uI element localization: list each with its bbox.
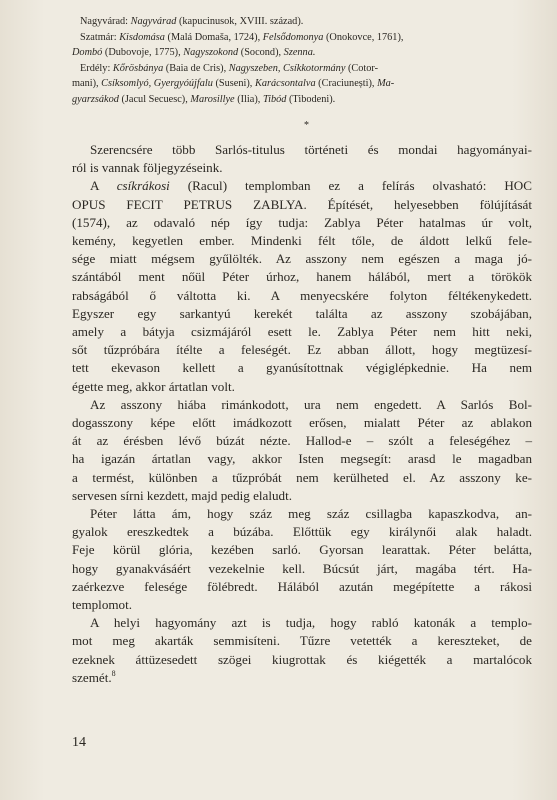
page-number: 14 bbox=[72, 735, 86, 750]
text-line bbox=[72, 214, 532, 232]
place-name: Szenna. bbox=[283, 47, 316, 59]
place-name: Nagyszeben, Csíkkotormány bbox=[228, 62, 346, 74]
place-text: (Malá Domaša, 1724), bbox=[164, 31, 263, 43]
text-line bbox=[72, 487, 532, 505]
text-run: Péter látta ám, hogy száz meg száz csillagba kapaszkodva, an- bbox=[90, 506, 532, 522]
place-list-line bbox=[72, 76, 532, 92]
region-label: Szatmár: bbox=[80, 31, 117, 43]
place-text: (Cotor- bbox=[345, 62, 379, 74]
text-run: ról is vannak följegyzéseink. bbox=[72, 160, 223, 176]
text-line bbox=[72, 196, 532, 214]
place-text: (Socond), bbox=[238, 47, 284, 59]
region-label: Erdély: bbox=[80, 62, 111, 74]
text-line bbox=[72, 432, 532, 450]
place-text: (Craciunești), bbox=[315, 78, 378, 90]
place-name: Kisdomása bbox=[119, 31, 165, 43]
place-list-line bbox=[72, 45, 532, 61]
place-name: Nagyvárad bbox=[130, 16, 177, 27]
place-text: mani), bbox=[72, 78, 102, 90]
text-run: sége miatt mégsem gyűlölték. Az asszony nem egészen a maga jó- bbox=[72, 251, 532, 267]
region-label: Nagyvárad: bbox=[80, 16, 129, 27]
text-line bbox=[72, 523, 532, 541]
text-line bbox=[72, 596, 532, 614]
text-line bbox=[72, 177, 532, 195]
text-line bbox=[72, 578, 532, 596]
place-text: (Dubovoje, 1775), bbox=[102, 47, 184, 59]
text-line bbox=[72, 323, 532, 341]
text-run: szemét. bbox=[72, 669, 112, 685]
text-run: szántából ment nőül Péter úrhoz, hanem hálából, mert a törökök bbox=[72, 269, 532, 285]
text-run: OPUS FECIT PETRUS ZABLYA. Építését, helyesebben fölújítását bbox=[72, 196, 532, 212]
text-line bbox=[72, 651, 532, 669]
place-text: (Jacul Secuesc), bbox=[118, 93, 191, 105]
text-run: ha igazán ártatlan vagy, akkor Isten megsegít: arasd le magadban bbox=[72, 451, 532, 467]
text-run: Szerencsére több Sarlós-titulus történeti és mondai hagyományai- bbox=[90, 142, 532, 157]
text-line bbox=[72, 505, 532, 523]
place-name: Karácsontalva bbox=[254, 78, 316, 90]
paragraph bbox=[72, 141, 532, 177]
place-name: Ma- bbox=[377, 78, 395, 90]
text-line bbox=[72, 141, 532, 159]
place-text: (Ilia), bbox=[234, 93, 263, 105]
place-list-line bbox=[72, 30, 532, 46]
place-list-line bbox=[72, 14, 532, 30]
text-run: hogy gyanakvásáért vezekelnie kell. Búcsút járt, magába tért. Ha- bbox=[72, 560, 532, 576]
text-run: (1574), az odavaló nép így tudja: Zablya Péter hatalmas úr volt, bbox=[72, 214, 532, 230]
place-name: Dombó bbox=[72, 47, 103, 59]
place-name: csíkrákosi bbox=[116, 178, 170, 194]
text-run: sőt tűzpróbára ítélte a feleségét. Ez abban állott, hogy megtüzesí- bbox=[72, 342, 532, 358]
text-line bbox=[72, 632, 532, 650]
paragraph bbox=[72, 396, 532, 505]
paragraph bbox=[72, 614, 532, 687]
text-run: kemény, kegyetlen ember. Mindenki félt tőle, de áldott lelkű fele- bbox=[72, 233, 532, 249]
text-line bbox=[72, 159, 532, 177]
text-line bbox=[72, 232, 532, 250]
text-run: A helyi hagyomány azt is tudja, hogy rabló katonák a templo- bbox=[90, 615, 532, 631]
place-name: Tibód bbox=[262, 93, 287, 105]
text-run: Egyszer egy sarkantyú kerekét találta az asszony szobájában, bbox=[72, 305, 532, 321]
text-line bbox=[72, 560, 532, 578]
text-run: ezeknek áttüzesedett szögei kiugrottak és kiégették a martalócok bbox=[72, 651, 532, 667]
text-line bbox=[72, 396, 532, 414]
text-run: tett ekevason kellett a gyanúsítottnak végiglépkednie. Ha nem bbox=[72, 360, 532, 376]
place-name: Nagyszokond bbox=[183, 47, 239, 59]
text-run: dogasszony képe előtt imádkozott erősen, mialatt Péter az ablakon bbox=[72, 415, 532, 431]
place-list-line bbox=[72, 92, 532, 108]
place-text: (Baia de Cris), bbox=[163, 62, 229, 74]
place-text: (Onokovce, 1761), bbox=[323, 31, 404, 43]
place-name: Kőrösbánya bbox=[112, 62, 164, 74]
text-line bbox=[72, 669, 532, 687]
text-line bbox=[72, 414, 532, 432]
text-run: a termést, különben a tűzpróbát nem kerülheted el. Az asszony ke- bbox=[72, 469, 532, 485]
text-line bbox=[72, 450, 532, 468]
footnote-marker: 8 bbox=[111, 668, 116, 678]
text-line bbox=[72, 469, 532, 487]
place-name: Marosillye bbox=[190, 93, 235, 105]
text-run: zaérkezve felesége fölébredt. Hálából azután megépítette a rákosi bbox=[72, 578, 532, 594]
text-line bbox=[72, 614, 532, 632]
text-run: A bbox=[90, 178, 117, 194]
text-run: amely a bátyja csizmájáról esett le. Zablya Péter nem hitt neki, bbox=[72, 324, 532, 340]
text-line bbox=[72, 287, 532, 305]
text-line bbox=[72, 541, 532, 559]
text-line bbox=[72, 378, 532, 396]
text-run: át az érésben lévő búzát nézte. Hallod-e – szólt a feleségéhez – bbox=[72, 433, 532, 449]
place-text: (Tibodeni). bbox=[286, 93, 336, 105]
place-list bbox=[72, 14, 532, 108]
text-line bbox=[72, 305, 532, 323]
place-list-line bbox=[72, 61, 532, 77]
text-line bbox=[72, 359, 532, 377]
text-run: templomot. bbox=[72, 597, 133, 613]
text-run: (Racul) templomban ez a felírás olvasható: HOC bbox=[169, 178, 532, 194]
paragraph bbox=[72, 505, 532, 614]
text-run: gyalok ereszkedtek a búzába. Előttük egy királynői alak haladt. bbox=[72, 524, 532, 540]
text-line bbox=[72, 268, 532, 286]
main-text bbox=[72, 141, 532, 687]
section-separator: * bbox=[304, 120, 309, 131]
place-text: (Suseni), bbox=[212, 78, 255, 90]
place-name: gyarzsákod bbox=[72, 93, 119, 105]
place-text: (kapucinusok, XVIII. század). bbox=[176, 16, 304, 27]
text-run: égette meg, akkor ártatlan volt. bbox=[72, 378, 235, 394]
text-run: servesen sírni kezdett, majd pedig elaludt. bbox=[72, 487, 292, 503]
text-run: mot meg akarták semmisíteni. Tűzre vetették a kereszteket, de bbox=[72, 633, 532, 649]
text-line bbox=[72, 250, 532, 268]
text-line bbox=[72, 341, 532, 359]
text-run: Az asszony hiába rimánkodott, ura nem engedett. A Sarlós Bol- bbox=[90, 396, 532, 412]
place-name: Felsődomonya bbox=[262, 31, 324, 43]
text-run: Feje körül glória, kezében sarló. Gyorsan learattak. Péter belátta, bbox=[72, 542, 532, 558]
paragraph bbox=[72, 177, 532, 395]
text-run: rabságából ő váltotta ki. A menyecskére folyton féltékenykedett. bbox=[72, 287, 532, 303]
place-name: Csíksomlyó, Gyergyóújfalu bbox=[101, 78, 213, 90]
